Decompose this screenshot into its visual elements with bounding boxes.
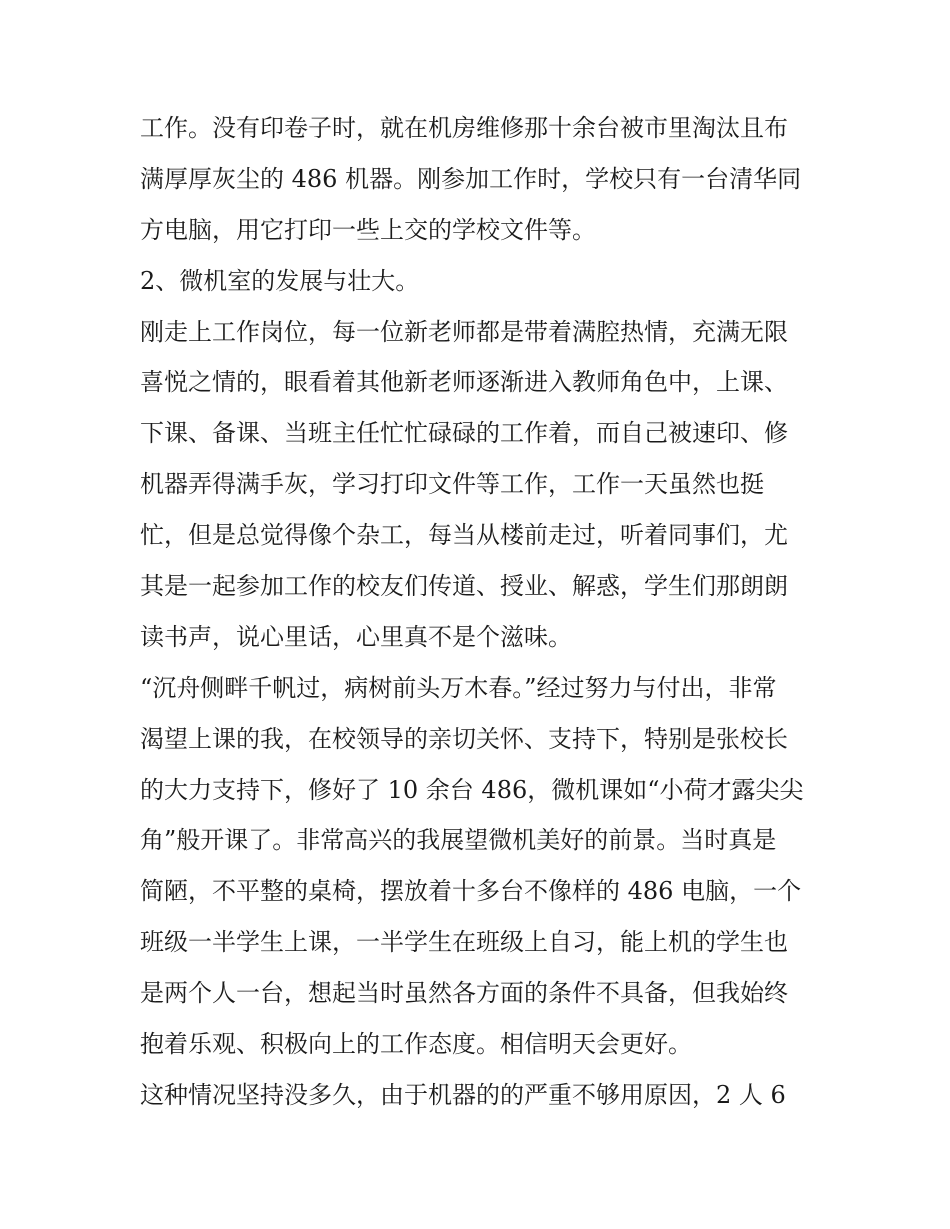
- section-heading: 2、微机室的发展与壮大。: [140, 266, 420, 295]
- text-line: 角”般开课了。非常高兴的我展望微机美好的前景。当时真是: [140, 826, 777, 855]
- text-line: 的大力支持下，修好了 10 余台 486，微机课如“小荷才露尖尖: [140, 775, 804, 804]
- text-line: 抱着乐观、积极向上的工作态度。相信明天会更好。: [140, 1030, 692, 1059]
- text-line: 渴望上课的我，在校领导的亲切关怀、支持下，特别是张校长: [140, 724, 788, 753]
- text-line: 机器弄得满手灰，学习打印文件等工作，工作一天虽然也挺: [140, 470, 764, 499]
- text-line: 刚走上工作岗位，每一位新老师都是带着满腔热情，充满无限: [140, 317, 788, 346]
- text-line: 下课、备课、当班主任忙忙碌碌的工作着，而自己被速印、修: [140, 419, 788, 448]
- text-line: 喜悦之情的，眼看着其他新老师逐渐进入教师角色中，上课、: [140, 368, 788, 397]
- document-body: [140, 103, 820, 1121]
- text-line: 忙，但是总觉得像个杂工，每当从楼前走过，听着同事们，尤: [140, 521, 788, 550]
- text-line: 班级一半学生上课，一半学生在班级上自习，能上机的学生也: [140, 928, 788, 957]
- text-line: 这种情况坚持没多久，由于机器的的严重不够用原因，2 人 6: [140, 1080, 786, 1109]
- text-line: 其是一起参加工作的校友们传道、授业、解惑，学生们那朗朗: [140, 572, 788, 601]
- text-line: 是两个人一台，想起当时虽然各方面的条件不具备，但我始终: [140, 979, 788, 1008]
- text-line: 简陋，不平整的桌椅，摆放着十多台不像样的 486 电脑，一个: [140, 877, 802, 906]
- text-line: “沉舟侧畔千帆过，病树前头万木春。”经过努力与付出，非常: [140, 673, 777, 702]
- text-line: 满厚厚灰尘的 486 机器。刚参加工作时，学校只有一台清华同: [140, 164, 802, 193]
- text-line: 工作。没有印卷子时，就在机房维修那十余台被市里淘汰且布: [140, 114, 788, 142]
- text-line: 读书声，说心里话，心里真不是个滋味。: [140, 622, 572, 651]
- text-line: 方电脑，用它打印一些上交的学校文件等。: [140, 215, 596, 244]
